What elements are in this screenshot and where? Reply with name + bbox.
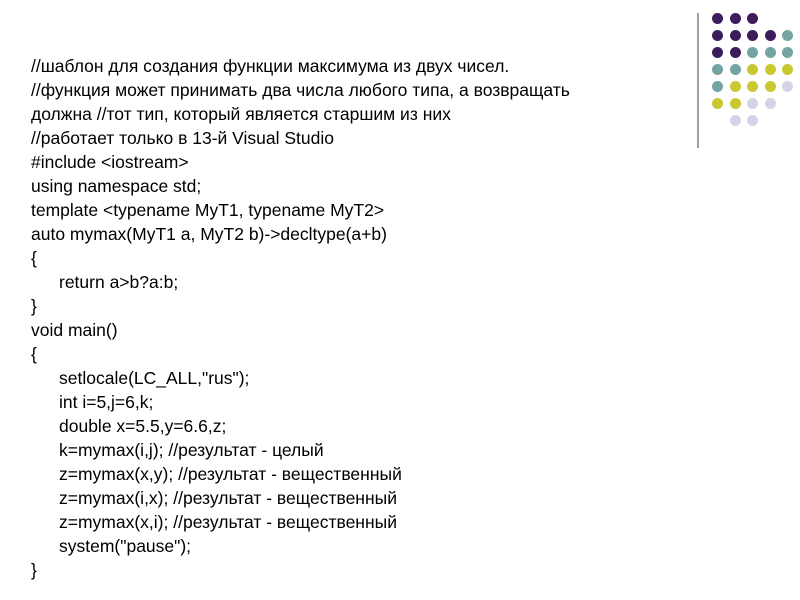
code-line: #include <iostream> (31, 152, 189, 172)
code-line: z=mymax(x,y); //результат - вещественный (59, 464, 402, 484)
code-line: z=mymax(x,i); //результат - вещественный (59, 512, 397, 532)
decorative-dot (747, 47, 758, 58)
code-line: { (31, 344, 37, 364)
code-line: double x=5.5,y=6.6,z; (59, 416, 227, 436)
decorative-dot (712, 64, 723, 75)
decorative-dot (747, 13, 758, 24)
decorative-dot (765, 30, 776, 41)
decorative-dot (765, 47, 776, 58)
code-line: //работает только в 13-й Visual Studio (31, 128, 335, 148)
code-line: должна //тот тип, который является старшим из них (31, 104, 451, 124)
decorative-dot (730, 13, 741, 24)
code-line: k=mymax(i,j); //результат - целый (59, 440, 324, 460)
decorative-dot (712, 81, 723, 92)
code-line: } (31, 296, 37, 316)
decorative-dot (747, 98, 758, 109)
code-line: z=mymax(i,x); //результат - вещественный (59, 488, 397, 508)
code-line: //шаблон для создания функции максимума из двух чисел. (31, 56, 510, 76)
decorative-dot (765, 64, 776, 75)
decorative-dot (747, 115, 758, 126)
code-line: system("pause"); (59, 536, 192, 556)
code-line: return a>b?a:b; (59, 272, 179, 292)
decorative-dot (730, 81, 741, 92)
decorative-dot (730, 64, 741, 75)
decorative-dot (712, 30, 723, 41)
code-line: //функция может принимать два числа любого типа, а возвращать (31, 80, 570, 100)
decorative-dot (782, 64, 793, 75)
decorative-dot (765, 81, 776, 92)
decorative-dot (747, 81, 758, 92)
code-line: template <typename MyT1, typename MyT2> (31, 200, 385, 220)
decorative-dot (730, 30, 741, 41)
decorative-dot (782, 47, 793, 58)
code-line: } (31, 560, 37, 580)
code-block (31, 54, 570, 582)
decorative-dot (747, 64, 758, 75)
decorative-dot (712, 98, 723, 109)
decorative-dot (712, 13, 723, 24)
decorative-dot (765, 98, 776, 109)
code-line: void main() (31, 320, 118, 340)
decorative-dot (712, 47, 723, 58)
vertical-divider (697, 13, 699, 148)
decorative-dot (730, 47, 741, 58)
code-line: setlocale(LC_ALL,"rus"); (59, 368, 250, 388)
decorative-dot (747, 30, 758, 41)
code-line: { (31, 248, 37, 268)
code-line: using namespace std; (31, 176, 202, 196)
decorative-dot (730, 115, 741, 126)
code-line: auto mymax(MyT1 a, MyT2 b)->decltype(a+b) (31, 224, 387, 244)
code-line: int i=5,j=6,k; (59, 392, 154, 412)
decorative-dot (730, 98, 741, 109)
decorative-dot (782, 30, 793, 41)
decorative-dot (782, 81, 793, 92)
